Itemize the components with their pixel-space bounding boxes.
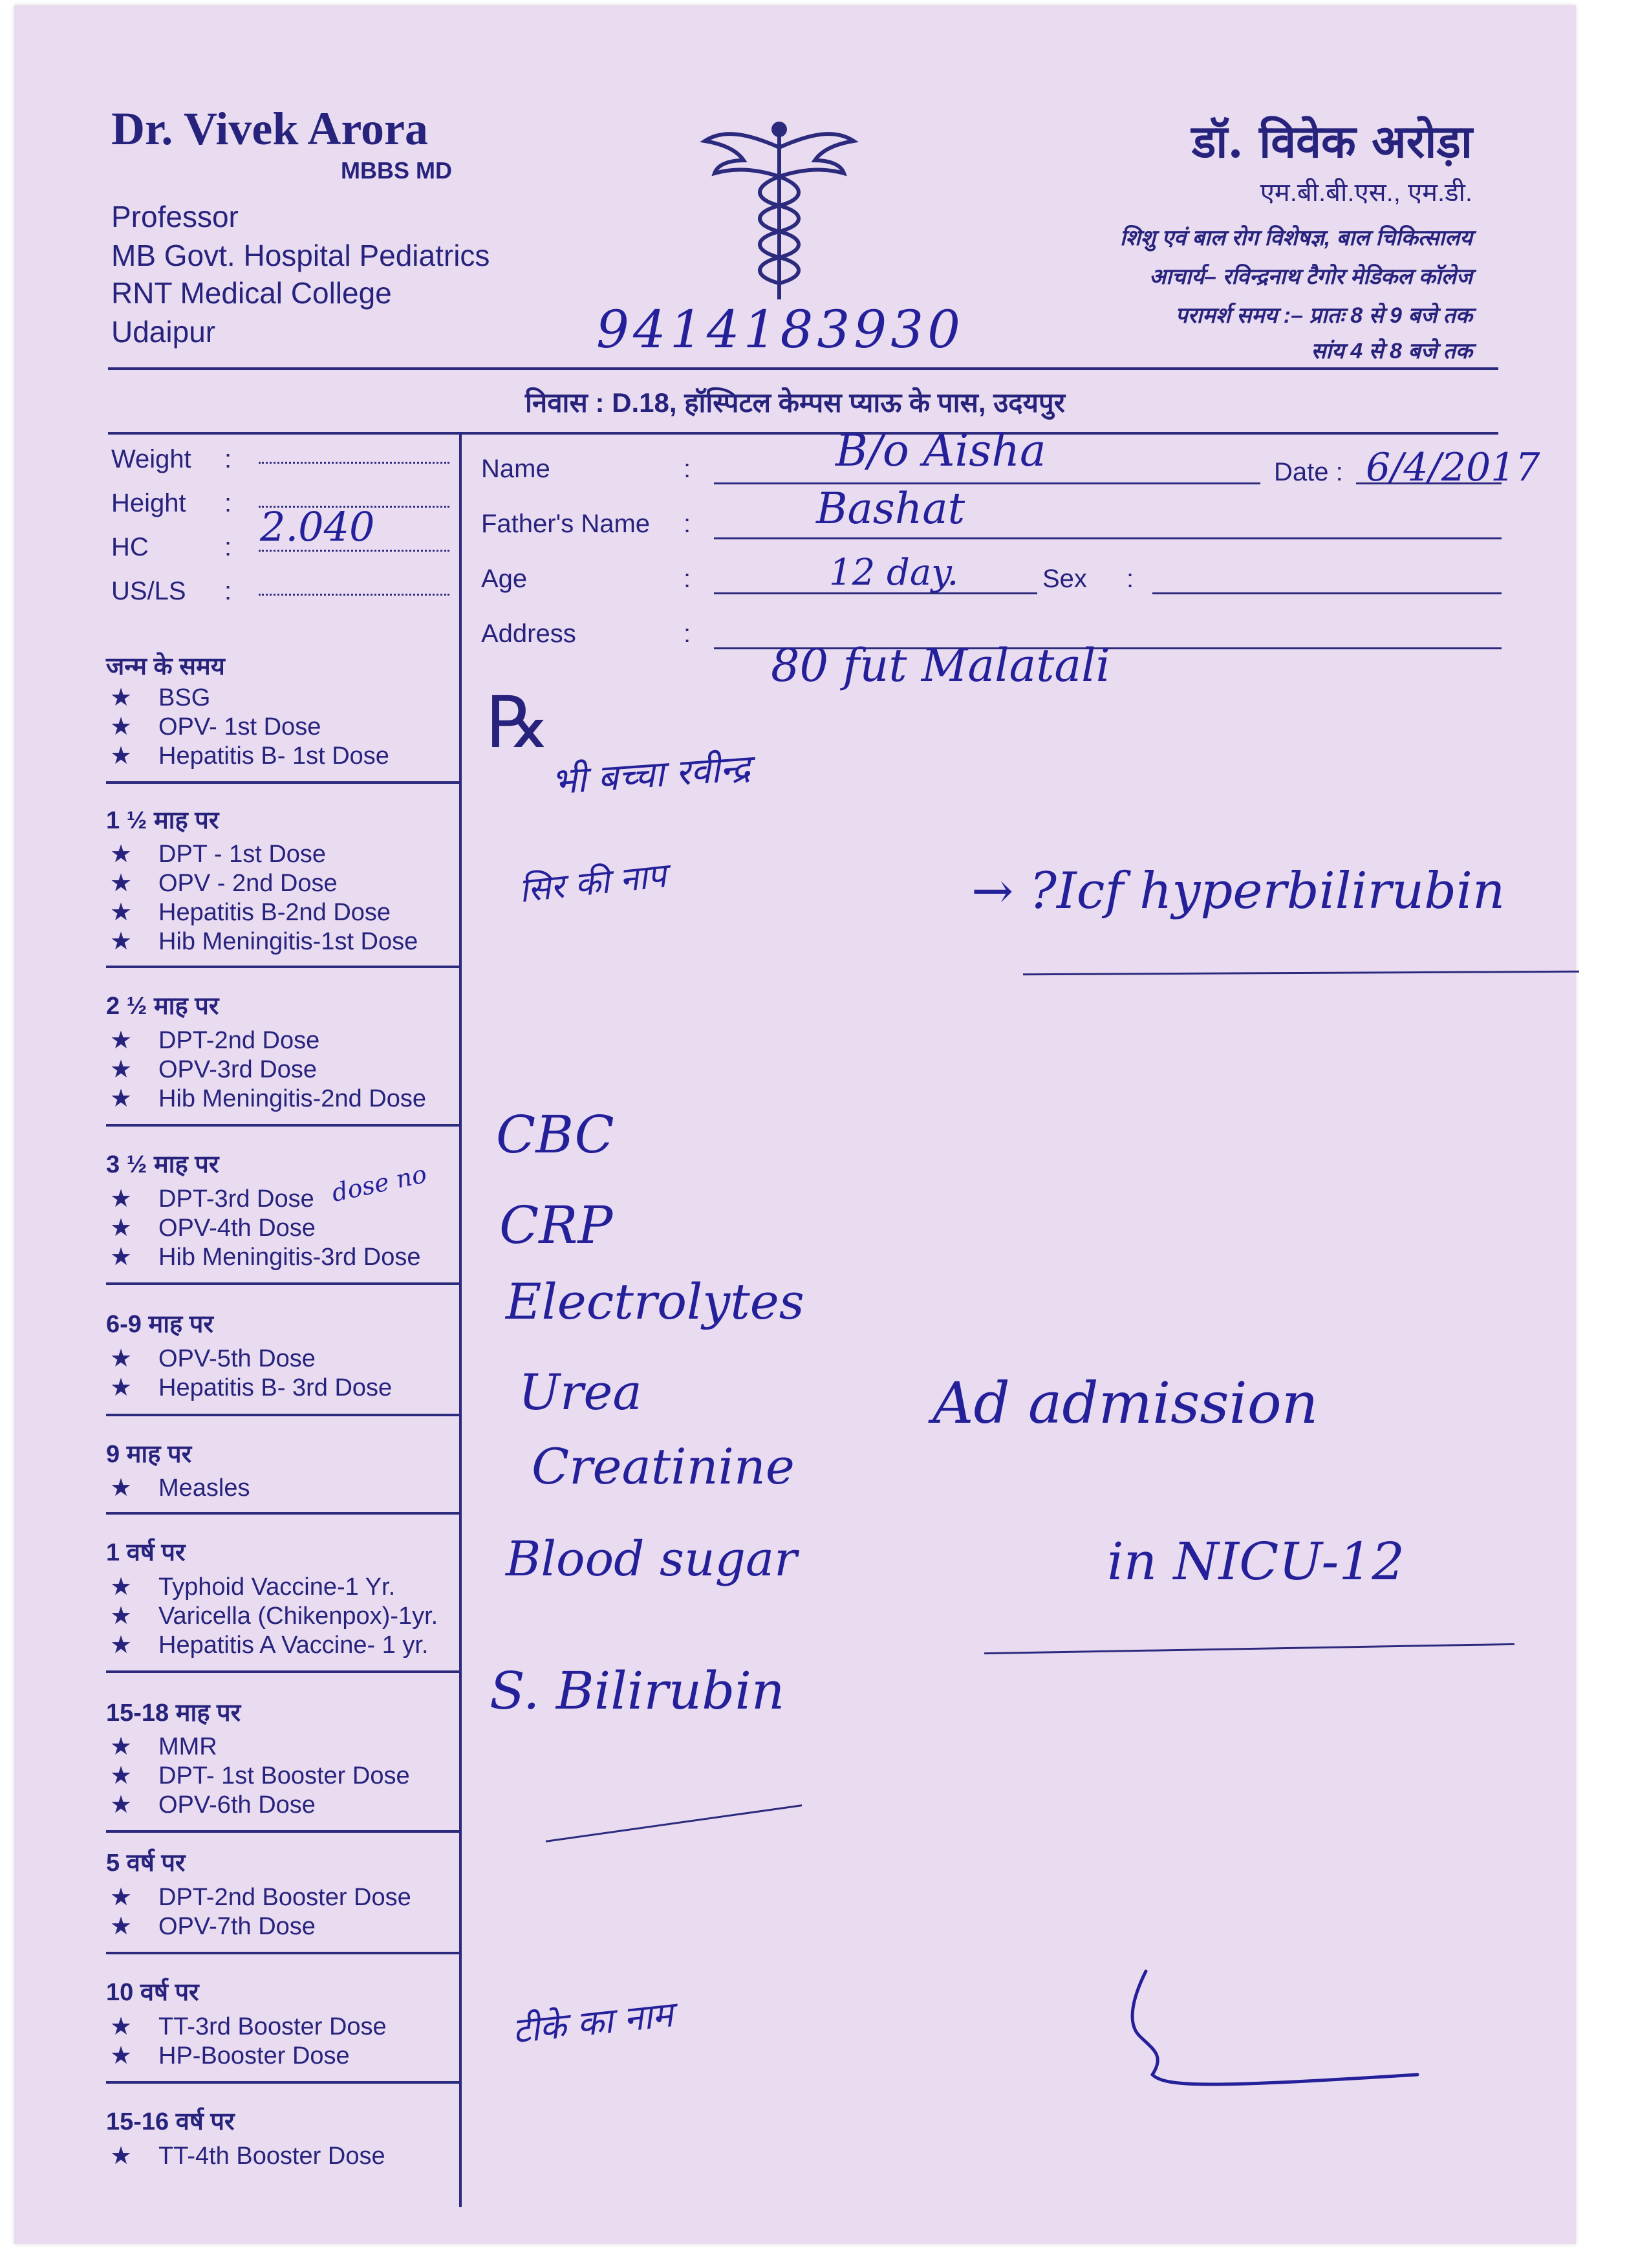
handwritten-dose-note: dose no — [329, 1160, 429, 1207]
schedule-item: ★ DPT- 1st Booster Dose — [110, 1762, 410, 1789]
diagnosis-underline — [1023, 971, 1579, 976]
schedule-item: ★ OPV-5th Dose — [110, 1345, 316, 1372]
handwritten-diagnosis: → ?Icf hyperbilirubin — [971, 862, 1505, 920]
colon: : — [684, 455, 691, 483]
schedule-item: ★ DPT-2nd Booster Dose — [110, 1884, 411, 1911]
schedule-item: ★ TT-3rd Booster Dose — [110, 2013, 387, 2040]
star-icon: ★ — [110, 1374, 133, 1401]
sex-line — [1152, 592, 1502, 594]
doctor-dept: MB Govt. Hospital Pediatrics — [111, 239, 490, 272]
usls-label: US/LS — [111, 577, 186, 605]
rx-symbol: ℞ — [486, 684, 550, 762]
hc-label: HC — [111, 533, 149, 561]
handwritten-father: Bashat — [816, 484, 965, 534]
schedule-divider — [106, 1414, 460, 1416]
colon: : — [684, 565, 691, 593]
advice-underline — [984, 1643, 1514, 1654]
handwritten-hc: 2.040 — [260, 503, 375, 550]
schedule-divider — [106, 966, 460, 968]
schedule-divider — [106, 2081, 460, 2084]
star-icon: ★ — [110, 1474, 133, 1502]
age-label: Age — [481, 565, 528, 593]
schedule-item: ★ Hepatitis A Vaccine- 1 yr. — [110, 1632, 429, 1659]
star-icon: ★ — [110, 742, 133, 770]
caduceus-icon — [698, 115, 860, 309]
doctor-degree: MBBS MD — [341, 157, 452, 184]
schedule-item: ★ DPT - 1st Dose — [110, 841, 327, 868]
colon: : — [224, 445, 232, 473]
handwritten-date: 6/4/2017 — [1366, 445, 1540, 490]
schedule-item: ★ OPV-4th Dose — [110, 1215, 316, 1242]
tests-underline — [546, 1804, 803, 1842]
star-icon: ★ — [110, 928, 133, 955]
usls-line — [259, 594, 449, 596]
star-icon: ★ — [110, 1573, 133, 1601]
schedule-heading: 5 वर्ष पर — [106, 1850, 186, 1877]
schedule-item: ★ DPT-3rd Dose — [110, 1185, 314, 1213]
schedule-item: ★ OPV - 2nd Dose — [110, 870, 338, 897]
schedule-item: ★ Measles — [110, 1474, 250, 1502]
doctor-degree-hindi: एम.बी.बी.एस., एम.डी. — [1260, 178, 1472, 207]
star-icon: ★ — [110, 684, 133, 711]
star-icon: ★ — [110, 2042, 133, 2069]
star-icon: ★ — [110, 841, 133, 868]
schedule-divider — [106, 1512, 460, 1515]
schedule-item: ★ MMR — [110, 1733, 217, 1760]
star-icon: ★ — [110, 1185, 133, 1213]
doctor-title: Professor — [111, 200, 239, 233]
test-item: Urea — [519, 1363, 642, 1421]
schedule-divider — [106, 1670, 460, 1673]
address-label: Address — [481, 620, 576, 648]
colon: : — [1126, 565, 1134, 593]
schedule-heading: 2 ½ माह पर — [106, 993, 219, 1020]
consult-timing-2: सांय 4 से 8 बजे तक — [1311, 339, 1472, 363]
schedule-item: ★ OPV-7th Dose — [110, 1913, 316, 1940]
handwritten-note-2: सिर की नाप — [517, 856, 668, 911]
schedule-item: ★ HP-Booster Dose — [110, 2042, 350, 2069]
star-icon: ★ — [110, 1791, 133, 1819]
colon: : — [224, 577, 232, 605]
test-item: Blood sugar — [506, 1531, 797, 1587]
schedule-item: ★ Hepatitis B- 3rd Dose — [110, 1374, 393, 1401]
date-label: Date : — [1274, 458, 1343, 486]
name-line — [714, 482, 1260, 484]
schedule-heading: 10 वर्ष पर — [106, 1979, 199, 2006]
sex-label: Sex — [1042, 565, 1087, 593]
weight-line — [259, 462, 449, 464]
star-icon: ★ — [110, 1632, 133, 1659]
schedule-item: ★ Hib Meningitis-3rd Dose — [110, 1244, 421, 1271]
schedule-divider — [106, 1952, 460, 1954]
schedule-item: ★ OPV- 1st Dose — [110, 713, 321, 740]
star-icon: ★ — [110, 1244, 133, 1271]
test-item: Electrolytes — [506, 1273, 804, 1330]
handwritten-age: 12 day. — [829, 552, 959, 594]
schedule-item: ★ OPV-6th Dose — [110, 1791, 316, 1819]
schedule-item: ★ Hib Meningitis-2nd Dose — [110, 1085, 426, 1112]
header-rule — [108, 367, 1498, 370]
star-icon: ★ — [110, 1345, 133, 1372]
schedule-item: ★ Hib Meningitis-1st Dose — [110, 928, 418, 955]
signature — [1114, 1958, 1437, 2113]
schedule-heading: 15-16 वर्ष पर — [106, 2108, 235, 2135]
handwritten-bottom-note: टीके का नाम — [510, 1994, 675, 2051]
handwritten-advice-1: Ad admission — [932, 1370, 1319, 1436]
fathers-name-line — [714, 537, 1502, 539]
colon: : — [684, 620, 691, 648]
test-item: CBC — [496, 1105, 614, 1165]
star-icon: ★ — [110, 870, 133, 897]
star-icon: ★ — [110, 1913, 133, 1940]
star-icon: ★ — [110, 1762, 133, 1789]
star-icon: ★ — [110, 899, 133, 926]
consult-timing-1: परामर्श समय :– प्रातः 8 से 9 बजे तक — [1175, 303, 1472, 328]
schedule-item: ★ OPV-3rd Dose — [110, 1056, 317, 1083]
schedule-divider — [106, 1124, 460, 1127]
height-label: Height — [111, 489, 186, 517]
schedule-item: ★ Hepatitis B- 1st Dose — [110, 742, 389, 770]
address-rule — [108, 432, 1498, 435]
star-icon: ★ — [110, 1884, 133, 1911]
schedule-heading: 9 माह पर — [106, 1441, 192, 1468]
star-icon: ★ — [110, 1603, 133, 1630]
colon: : — [224, 489, 232, 517]
schedule-heading: 15-18 माह पर — [106, 1700, 241, 1727]
residence-address: निवास : D.18, हॉस्पिटल केम्पस प्याऊ के पास, उदयपुर — [525, 387, 1065, 418]
test-item: S. Bilirubin — [490, 1661, 785, 1721]
handwritten-name: B/o Aisha — [835, 426, 1046, 477]
schedule-heading: 3 ½ माह पर — [106, 1151, 219, 1178]
doctor-specialty-hindi: शिशु एवं बाल रोग विशेषज्ञ, बाल चिकित्सालय — [1119, 226, 1472, 250]
star-icon: ★ — [110, 2143, 133, 2170]
schedule-heading: 1 ½ माह पर — [106, 807, 219, 834]
schedule-item: ★ BSG — [110, 684, 211, 711]
column-divider — [459, 432, 462, 2207]
test-item: CRP — [499, 1195, 613, 1255]
colon: : — [684, 510, 691, 538]
doctor-name: Dr. Vivek Arora — [111, 103, 429, 155]
prescription-paper — [14, 5, 1576, 2244]
fathers-name-label: Father's Name — [481, 510, 651, 538]
doctor-post-hindi: आचार्य– रविन्द्रनाथ टैगोर मेडिकल कॉलेज — [1149, 265, 1472, 289]
test-item: Creatinine — [532, 1438, 795, 1495]
schedule-divider — [106, 1830, 460, 1833]
doctor-college: RNT Medical College — [111, 276, 392, 310]
weight-label: Weight — [111, 445, 191, 473]
handwritten-phone: 9414183930 — [596, 299, 964, 360]
star-icon: ★ — [110, 1215, 133, 1242]
schedule-item: ★ Typhoid Vaccine-1 Yr. — [110, 1573, 396, 1601]
doctor-city: Udaipur — [111, 315, 216, 349]
schedule-heading: 6-9 माह पर — [106, 1311, 213, 1338]
schedule-heading: जन्म के समय — [106, 653, 225, 680]
star-icon: ★ — [110, 1056, 133, 1083]
handwritten-note-1: भी बच्चा रवीन्द्र — [550, 747, 752, 803]
name-label: Name — [481, 455, 550, 483]
schedule-item: ★ DPT-2nd Dose — [110, 1027, 320, 1054]
star-icon: ★ — [110, 1733, 133, 1760]
handwritten-address: 80 fut Malatali — [771, 639, 1110, 692]
star-icon: ★ — [110, 1027, 133, 1054]
schedule-item: ★ TT-4th Booster Dose — [110, 2143, 385, 2170]
schedule-heading: 1 वर्ष पर — [106, 1539, 186, 1566]
schedule-item: ★ Varicella (Chikenpox)-1yr. — [110, 1603, 438, 1630]
schedule-divider — [106, 781, 460, 784]
schedule-item: ★ Hepatitis B-2nd Dose — [110, 899, 391, 926]
star-icon: ★ — [110, 713, 133, 740]
doctor-name-hindi: डॉ. विवेक अरोड़ा — [1191, 114, 1472, 168]
star-icon: ★ — [110, 2013, 133, 2040]
handwritten-advice-2: in NICU-12 — [1107, 1531, 1405, 1592]
star-icon: ★ — [110, 1085, 133, 1112]
colon: : — [224, 533, 232, 561]
schedule-divider — [106, 1282, 460, 1285]
